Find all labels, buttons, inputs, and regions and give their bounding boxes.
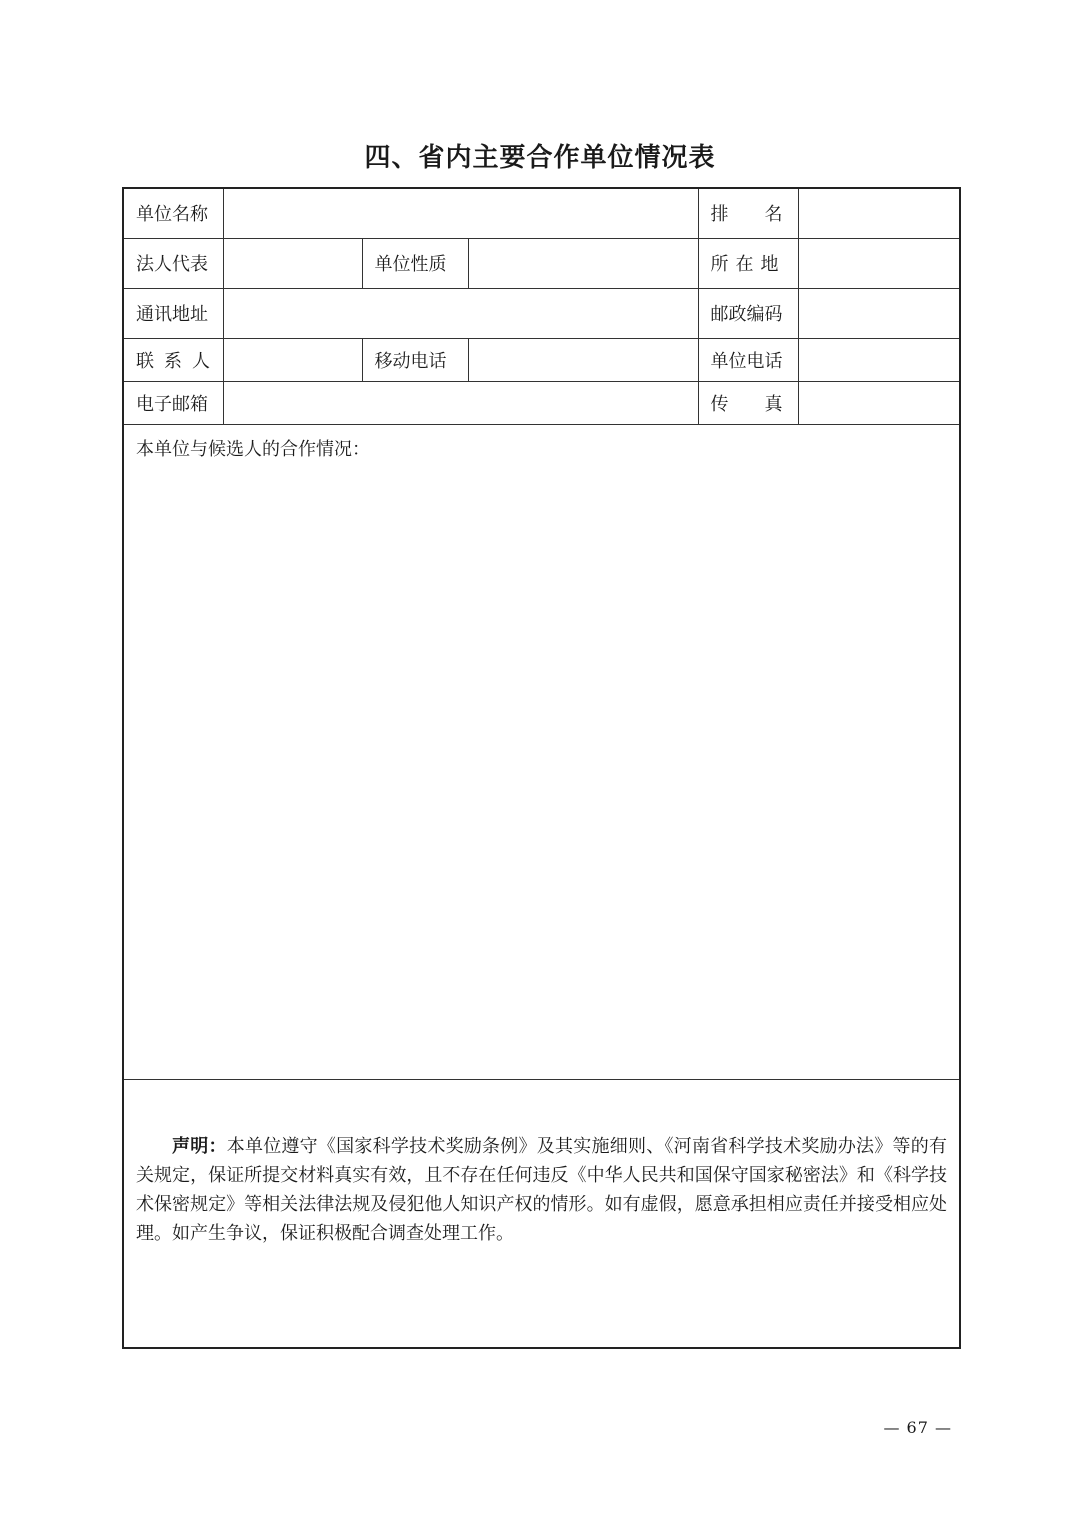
email-field[interactable] bbox=[223, 381, 698, 424]
postcode-label: 邮政编码 bbox=[698, 288, 798, 338]
location-field[interactable] bbox=[798, 238, 960, 288]
declaration-block bbox=[123, 1079, 960, 1348]
cooperation-unit-form bbox=[122, 187, 961, 1349]
location-label: 所在地 bbox=[698, 238, 798, 288]
row-legal-rep bbox=[123, 238, 960, 288]
address-field[interactable] bbox=[223, 288, 698, 338]
mobile-label: 移动电话 bbox=[362, 338, 468, 381]
declaration-heading: 声明： bbox=[172, 1135, 227, 1157]
row-declaration bbox=[123, 1079, 960, 1348]
contact-label: 联系人 bbox=[123, 338, 223, 381]
cooperation-label: 本单位与候选人的合作情况： bbox=[136, 438, 370, 460]
unit-name-label: 单位名称 bbox=[123, 188, 223, 238]
unit-name-field[interactable] bbox=[223, 188, 698, 238]
form-title: 四、省内主要合作单位情况表 bbox=[364, 143, 716, 173]
rank-label: 排 名 bbox=[698, 188, 798, 238]
contact-field[interactable] bbox=[223, 338, 362, 381]
row-unit-name bbox=[123, 188, 960, 238]
fax-label: 传 真 bbox=[698, 381, 798, 424]
address-label: 通讯地址 bbox=[123, 288, 223, 338]
unit-nature-field[interactable] bbox=[468, 238, 698, 288]
declaration-text: 本单位遵守《国家科学技术奖励条例》及其实施细则、《河南省科学技术奖励办法》等的有关规定，保证所提交材料真实有效，且不存在任何违反《中华人民共和国保守国家秘密法》和《科学技术保密规定》等相关法律法规及侵犯他人知识产权的情形。如有虚假，愿意承担相应责任并接受相应处理。如产生争议，保证积极配合调查处理工作。 bbox=[136, 1135, 948, 1244]
page-number: — 67 — bbox=[883, 1418, 952, 1437]
fax-field[interactable] bbox=[798, 381, 960, 424]
legal-rep-field[interactable] bbox=[223, 238, 362, 288]
unit-nature-label: 单位性质 bbox=[362, 238, 468, 288]
mobile-field[interactable] bbox=[468, 338, 698, 381]
email-label: 电子邮箱 bbox=[123, 381, 223, 424]
rank-field[interactable] bbox=[798, 188, 960, 238]
row-contact bbox=[123, 338, 960, 381]
row-address bbox=[123, 288, 960, 338]
postcode-field[interactable] bbox=[798, 288, 960, 338]
row-cooperation bbox=[123, 424, 960, 1079]
legal-rep-label: 法人代表 bbox=[123, 238, 223, 288]
unit-phone-label: 单位电话 bbox=[698, 338, 798, 381]
cooperation-field[interactable] bbox=[123, 424, 960, 1079]
unit-phone-field[interactable] bbox=[798, 338, 960, 381]
row-email bbox=[123, 381, 960, 424]
